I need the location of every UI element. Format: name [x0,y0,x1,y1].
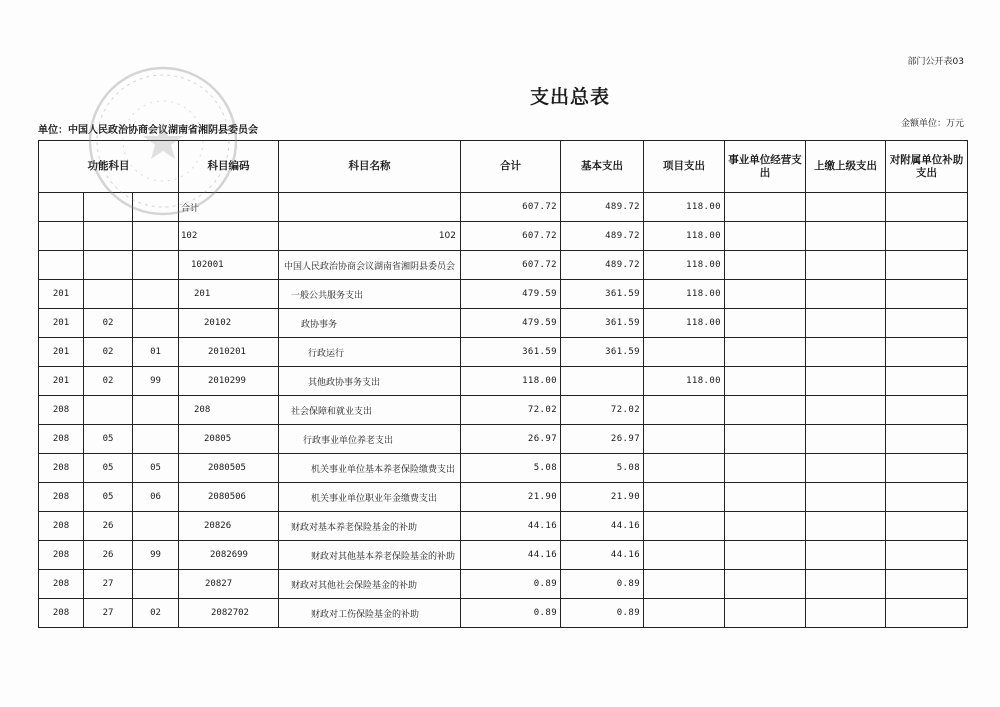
cell-project [644,454,725,483]
cell-basic: 5.08 [561,454,644,483]
cell-basic: 489.72 [561,222,644,251]
cell-subsidy [886,483,968,512]
header-upper: 上缴上级支出 [806,141,886,193]
cell-lei: 201 [39,338,84,367]
cell-subsidy [886,280,968,309]
cell-subsidy [886,367,968,396]
cell-code: 2010299 [179,367,279,396]
cell-lei: 208 [39,599,84,628]
cell-kuan: 02 [84,367,133,396]
cell-upper [806,570,886,599]
cell-xiang [133,193,179,222]
cell-basic [561,367,644,396]
cell-upper [806,454,886,483]
table-row [39,425,968,454]
cell-code: 20826 [179,512,279,541]
cell-basic: 0.89 [561,599,644,628]
cell-name: 中国人民政治协商会议湖南省湘阴县委员会 [279,251,461,280]
amount-unit-label: 金额单位：万元 [900,119,964,129]
cell-lei [39,193,84,222]
page-title: 支出总表 [529,86,610,108]
table-row [39,599,968,628]
cell-name: 行政事业单位养老支出 [279,425,461,454]
cell-code: 2082699 [179,541,279,570]
cell-kuan: 05 [84,454,133,483]
cell-business [725,454,806,483]
cell-basic: 44.16 [561,512,644,541]
cell-project: 118.00 [644,309,725,338]
table-row [39,454,968,483]
cell-name: 其他政协事务支出 [279,367,461,396]
cell-name: 行政运行 [279,338,461,367]
cell-xiang [133,396,179,425]
cell-code: 2082702 [179,599,279,628]
cell-lei: 208 [39,570,84,599]
cell-subsidy [886,309,968,338]
cell-name: 政协事务 [279,309,461,338]
cell-total: 26.97 [461,425,561,454]
table-header-row [39,141,968,193]
expenditure-summary-table [38,140,968,628]
cell-code: 208 [179,396,279,425]
cell-code: 102001 [179,251,279,280]
cell-project [644,338,725,367]
cell-kuan: 27 [84,599,133,628]
cell-lei: 201 [39,309,84,338]
cell-basic: 361.59 [561,309,644,338]
cell-total: 607.72 [461,251,561,280]
cell-name: 机关事业单位基本养老保险缴费支出 [279,454,461,483]
cell-upper [806,483,886,512]
cell-code: 20805 [179,425,279,454]
cell-project [644,541,725,570]
cell-xiang [133,570,179,599]
table-row [39,367,968,396]
cell-business [725,193,806,222]
cell-project [644,425,725,454]
cell-total: 0.89 [461,599,561,628]
cell-lei: 208 [39,483,84,512]
cell-xiang [133,280,179,309]
cell-project: 118.00 [644,222,725,251]
cell-name: 财政对基本养老保险基金的补助 [279,512,461,541]
header-project: 项目支出 [644,141,725,193]
cell-kuan [84,222,133,251]
cell-kuan: 05 [84,425,133,454]
cell-project: 118.00 [644,251,725,280]
cell-upper [806,425,886,454]
cell-kuan: 02 [84,309,133,338]
cell-business [725,280,806,309]
cell-xiang [133,222,179,251]
cell-total: 479.59 [461,309,561,338]
header-func-subject: 功能科目 [39,141,179,193]
cell-kuan: 02 [84,338,133,367]
cell-subsidy [886,541,968,570]
cell-upper [806,222,886,251]
cell-code: 2080505 [179,454,279,483]
cell-business [725,425,806,454]
cell-kuan [84,396,133,425]
table-row [39,251,968,280]
cell-lei: 208 [39,541,84,570]
table-row [39,483,968,512]
cell-upper [806,599,886,628]
cell-upper [806,367,886,396]
table-row [39,309,968,338]
cell-lei: 208 [39,512,84,541]
cell-xiang [133,512,179,541]
cell-name: 一般公共服务支出 [279,280,461,309]
cell-xiang: 06 [133,483,179,512]
header-total: 合计 [461,141,561,193]
cell-upper [806,541,886,570]
cell-basic: 361.59 [561,280,644,309]
cell-total: 72.02 [461,396,561,425]
cell-xiang [133,309,179,338]
cell-xiang: 99 [133,367,179,396]
cell-subsidy [886,425,968,454]
cell-name: 财政对工伤保险基金的补助 [279,599,461,628]
table-row [39,193,968,222]
cell-code: 2010201 [179,338,279,367]
cell-xiang: 05 [133,454,179,483]
cell-basic: 72.02 [561,396,644,425]
table-row [39,541,968,570]
cell-project [644,512,725,541]
cell-project [644,570,725,599]
cell-basic: 26.97 [561,425,644,454]
cell-kuan: 26 [84,512,133,541]
cell-kuan: 26 [84,541,133,570]
cell-basic: 21.90 [561,483,644,512]
cell-code: 102 [179,222,279,251]
cell-project [644,396,725,425]
cell-name [279,193,461,222]
cell-project [644,599,725,628]
table-row [39,396,968,425]
cell-subsidy [886,338,968,367]
cell-lei [39,222,84,251]
cell-business [725,396,806,425]
form-id: 部门公开表03 [907,57,964,67]
table-row [39,570,968,599]
header-basic: 基本支出 [561,141,644,193]
cell-total: 361.59 [461,338,561,367]
cell-project: 118.00 [644,193,725,222]
cell-code: 2080506 [179,483,279,512]
cell-business [725,570,806,599]
cell-lei: 208 [39,454,84,483]
cell-lei: 208 [39,425,84,454]
cell-upper [806,251,886,280]
cell-business [725,251,806,280]
cell-subsidy [886,599,968,628]
cell-business [725,599,806,628]
cell-upper [806,193,886,222]
cell-xiang [133,251,179,280]
header-business: 事业单位经营支出 [725,141,806,193]
cell-basic: 44.16 [561,541,644,570]
header-code: 科目编码 [179,141,279,193]
cell-code: 20827 [179,570,279,599]
cell-subsidy [886,570,968,599]
cell-total: 44.16 [461,541,561,570]
cell-total: 607.72 [461,193,561,222]
cell-subsidy [886,193,968,222]
cell-xiang: 99 [133,541,179,570]
table-row [39,280,968,309]
header-name: 科目名称 [279,141,461,193]
cell-upper [806,309,886,338]
header-subsidy: 对附属单位补助支出 [886,141,968,193]
cell-lei: 201 [39,280,84,309]
cell-xiang: 02 [133,599,179,628]
cell-subsidy [886,222,968,251]
cell-total: 479.59 [461,280,561,309]
cell-total: 5.08 [461,454,561,483]
cell-name: 财政对其他基本养老保险基金的补助 [279,541,461,570]
cell-xiang [133,425,179,454]
cell-name: 机关事业单位职业年金缴费支出 [279,483,461,512]
cell-total: 607.72 [461,222,561,251]
table-row [39,222,968,251]
cell-lei: 208 [39,396,84,425]
cell-project: 118.00 [644,367,725,396]
cell-name: 社会保障和就业支出 [279,396,461,425]
cell-upper [806,338,886,367]
unit-label: 单位：中国人民政治协商会议湖南省湘阴县委员会 [38,125,258,136]
cell-code: 20102 [179,309,279,338]
cell-kuan [84,280,133,309]
cell-upper [806,512,886,541]
cell-basic: 0.89 [561,570,644,599]
cell-upper [806,280,886,309]
cell-name: 财政对其他社会保险基金的补助 [279,570,461,599]
cell-basic: 489.72 [561,193,644,222]
cell-xiang: 01 [133,338,179,367]
cell-business [725,338,806,367]
cell-upper [806,396,886,425]
cell-business [725,483,806,512]
cell-business [725,367,806,396]
cell-total: 21.90 [461,483,561,512]
cell-subsidy [886,512,968,541]
cell-business [725,541,806,570]
cell-basic: 361.59 [561,338,644,367]
cell-lei [39,251,84,280]
cell-total: 118.00 [461,367,561,396]
cell-name: 102 [279,222,461,251]
cell-total: 44.16 [461,512,561,541]
cell-code: 合计 [179,193,279,222]
cell-business [725,309,806,338]
cell-kuan: 05 [84,483,133,512]
table-row [39,512,968,541]
table-body [39,193,968,628]
cell-project [644,483,725,512]
cell-subsidy [886,454,968,483]
cell-project: 118.00 [644,280,725,309]
cell-business [725,512,806,541]
cell-kuan [84,193,133,222]
cell-basic: 489.72 [561,251,644,280]
cell-lei: 201 [39,367,84,396]
cell-business [725,222,806,251]
cell-total: 0.89 [461,570,561,599]
cell-subsidy [886,251,968,280]
cell-kuan: 27 [84,570,133,599]
cell-subsidy [886,396,968,425]
cell-kuan [84,251,133,280]
cell-code: 201 [179,280,279,309]
table-row [39,338,968,367]
